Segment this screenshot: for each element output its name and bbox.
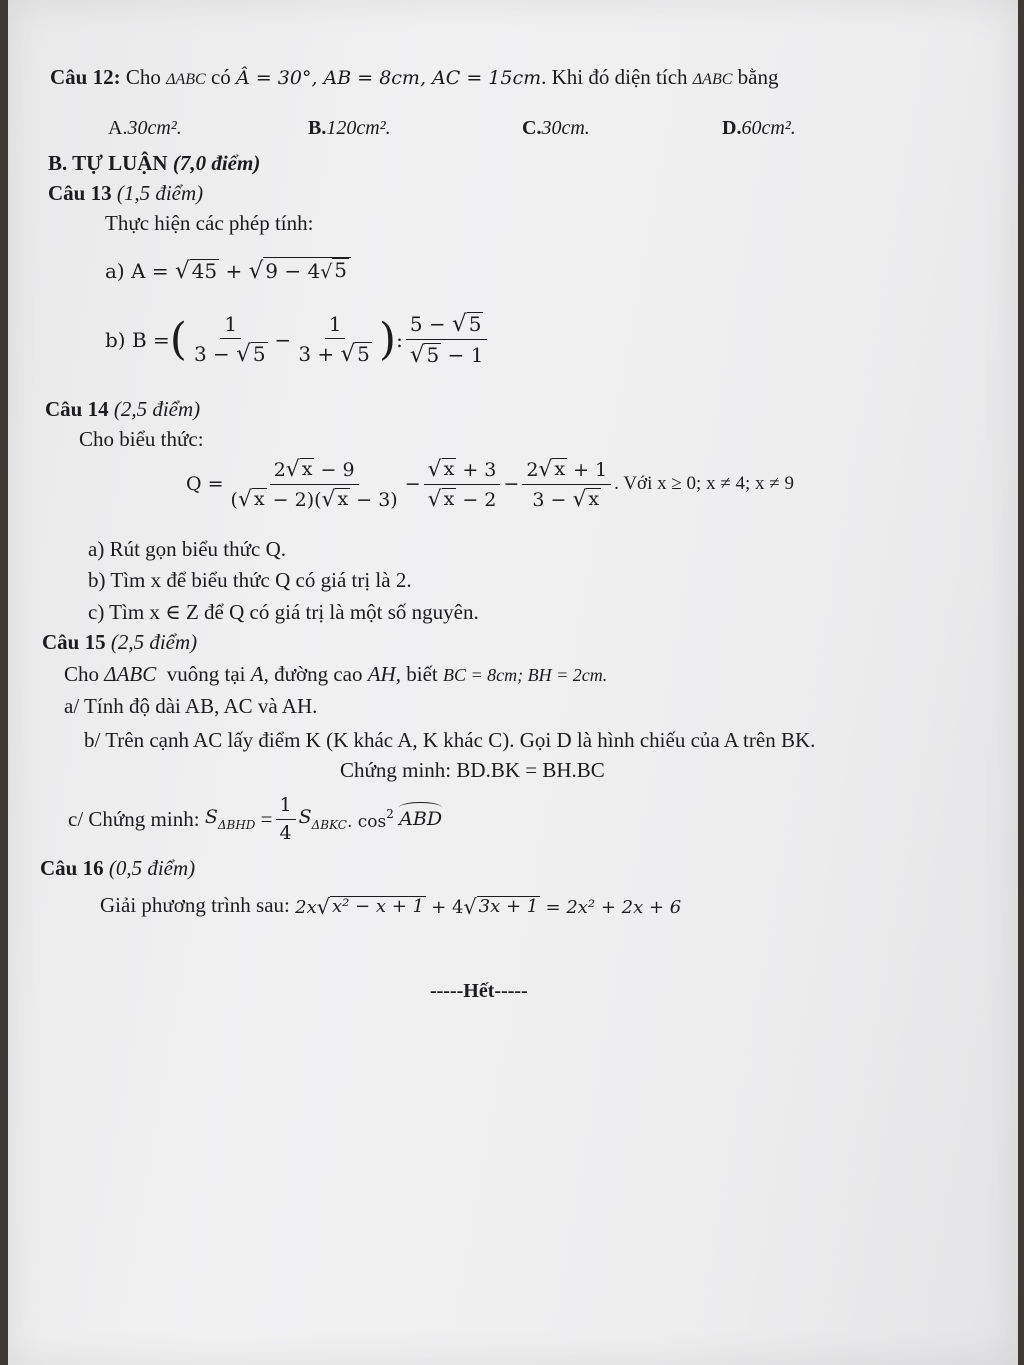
radicand: 5 bbox=[334, 258, 348, 282]
radicand: x bbox=[443, 487, 455, 510]
sqrt-45: √ 45 bbox=[175, 258, 218, 284]
area-symbol: S bbox=[204, 806, 218, 829]
question-14-points: (2,5 điểm) bbox=[113, 397, 201, 421]
denominator: √ 5 − 1 bbox=[409, 342, 484, 368]
q13-a-label: a) A = bbox=[105, 259, 169, 283]
den-text: 3 − bbox=[532, 488, 567, 511]
q12-option-a bbox=[108, 117, 182, 140]
radicand: x² − x + 1 bbox=[331, 896, 424, 918]
num-text: 2 bbox=[273, 459, 286, 481]
colon-sign: : bbox=[396, 327, 403, 352]
question-13-heading bbox=[48, 181, 203, 206]
radicand: 9 − 4 bbox=[265, 259, 321, 283]
q-label: Q = bbox=[186, 473, 224, 496]
minus-sign: − bbox=[404, 473, 421, 496]
fraction-1 bbox=[190, 313, 272, 366]
den-text: − 1 bbox=[447, 343, 484, 367]
q14-item-c: c) Tìm x ∈ Z để Q có giá trị là một số nguyên. bbox=[88, 600, 479, 624]
num-text: + 3 bbox=[462, 459, 497, 481]
radicand: x bbox=[337, 487, 349, 510]
area-subscript: ΔBHD bbox=[217, 818, 256, 833]
minus-sign: − bbox=[503, 473, 520, 496]
text: vuông tại bbox=[166, 662, 246, 686]
text: Cho bbox=[64, 662, 100, 686]
q12-text-end: bằng bbox=[737, 65, 779, 89]
q15-part-b-prove: Chứng minh: BD.BK = BH.BC bbox=[340, 758, 605, 782]
radicand: 5 bbox=[252, 342, 266, 366]
numerator: 1 bbox=[325, 313, 346, 339]
question-15-label: Câu 15 bbox=[42, 630, 106, 654]
q15-part-b: b/ Trên cạnh AC lấy điểm K (K khác A, K khác C). Gọi D là hình chiếu của A trên BK. bbox=[84, 728, 816, 752]
num-text: 2 bbox=[526, 459, 539, 481]
q14-fraction-1 bbox=[227, 458, 402, 511]
minus-sign: − bbox=[274, 327, 292, 352]
denominator: 3 + √ 5 bbox=[298, 341, 370, 367]
fraction-2 bbox=[294, 313, 376, 366]
option-value: 30cm. bbox=[541, 117, 590, 139]
vertex: A, bbox=[250, 662, 269, 686]
den-text: 3 − bbox=[193, 342, 230, 366]
q15-part-a: a/ Tính độ dài AB, AC và AH. bbox=[64, 694, 318, 718]
radicand: x bbox=[443, 458, 455, 480]
question-12-line bbox=[50, 65, 778, 90]
radicand: x bbox=[301, 458, 313, 480]
equals-sign: = bbox=[260, 806, 273, 831]
q12-triangle-2: ΔABC bbox=[692, 71, 733, 88]
numerator: 1 bbox=[276, 795, 296, 820]
area-subscript: ΔBKC bbox=[311, 818, 347, 833]
num-text: − 9 bbox=[320, 459, 355, 481]
cos-exponent: 2 bbox=[386, 806, 394, 821]
question-13-points: (1,5 điểm) bbox=[116, 181, 204, 205]
question-13-label: Câu 13 bbox=[48, 181, 112, 205]
sqrt-9-minus-4sqrt5: √ 9 − 4 √ 5 bbox=[249, 257, 351, 283]
right-paren: ) bbox=[378, 313, 397, 365]
text: biết bbox=[406, 662, 438, 686]
angle-abd: ABD bbox=[399, 808, 443, 831]
question-16-heading bbox=[40, 856, 195, 881]
radicand: 45 bbox=[191, 259, 218, 283]
question-16-points: (0,5 điểm) bbox=[108, 856, 196, 880]
area-symbol: S bbox=[298, 806, 312, 829]
numerator: 1 bbox=[220, 313, 241, 339]
q14-fraction-2 bbox=[424, 458, 501, 511]
numerator: √ x + 3 bbox=[424, 458, 501, 485]
end-marker: -----Hết----- bbox=[430, 980, 528, 1002]
q12-text-co: có bbox=[210, 65, 231, 89]
question-13-intro: Thực hiện các phép tính: bbox=[105, 211, 314, 235]
q13-part-a bbox=[105, 257, 351, 283]
question-12-label: Câu 12: bbox=[50, 65, 121, 89]
q15-line-1 bbox=[64, 662, 607, 687]
radicand: 5 bbox=[426, 343, 440, 367]
num-text: 5 − bbox=[409, 312, 446, 336]
radicand: x bbox=[554, 458, 566, 480]
den-text: 3 + bbox=[298, 342, 335, 366]
fraction-one-quarter bbox=[276, 795, 296, 844]
segment: AH, bbox=[367, 662, 401, 686]
q14-fraction-3 bbox=[522, 458, 611, 511]
radicand: 3x + 1 bbox=[478, 896, 539, 918]
q12-option-d bbox=[722, 117, 796, 140]
section-b-title: B. TỰ LUẬN bbox=[48, 151, 168, 175]
fraction-3 bbox=[406, 312, 488, 367]
radicand: x bbox=[588, 487, 600, 510]
q14-item-b: b) Tìm x để biểu thức Q có giá trị là 2. bbox=[88, 568, 412, 592]
plus-sign: + bbox=[225, 259, 243, 283]
q12-option-b bbox=[308, 117, 391, 140]
q16-equation-line bbox=[100, 893, 681, 918]
q15-part-c bbox=[68, 795, 442, 844]
sqrt-quadratic: √ x² − x + 1 bbox=[316, 895, 424, 920]
cos-text: . cos bbox=[346, 811, 387, 832]
left-paren: ( bbox=[169, 313, 187, 365]
eq-term: = 2x² + 2x + 6 bbox=[545, 897, 682, 918]
denominator: ( √ x − 2)( √ x − 3) bbox=[230, 486, 398, 512]
question-15-heading bbox=[42, 630, 197, 655]
q12-option-c bbox=[522, 117, 590, 140]
den-text: − 2 bbox=[272, 488, 307, 511]
sqrt-linear: √ 3x + 1 bbox=[463, 895, 539, 920]
q12-triangle: ΔABC bbox=[166, 71, 206, 88]
q16-text: Giải phương trình sau: bbox=[100, 893, 290, 917]
section-b-points: (7,0 điểm) bbox=[172, 151, 261, 175]
sqrt-5: √ 5 bbox=[320, 258, 348, 283]
numerator: 5 − √ 5 bbox=[406, 312, 488, 340]
triangle: ΔABC bbox=[104, 662, 157, 686]
q12-given: Â = 30°, AB = 8cm, AC = 15cm bbox=[236, 67, 542, 89]
denominator: 3 − √ 5 bbox=[193, 341, 266, 367]
section-b-heading bbox=[48, 151, 260, 176]
den-text: − 2 bbox=[462, 488, 497, 511]
numerator: 2 √ x − 9 bbox=[270, 458, 359, 485]
radicand: 5 bbox=[468, 312, 482, 336]
question-15-points: (2,5 điểm) bbox=[110, 630, 198, 654]
option-letter: A. bbox=[108, 117, 128, 139]
q13-part-b bbox=[105, 312, 490, 367]
numerator: 2 √ x + 1 bbox=[522, 458, 611, 485]
option-value: 60cm². bbox=[741, 117, 796, 139]
q15-given: BC = 8cm; BH = 2cm. bbox=[442, 665, 608, 685]
q12-text-before: Cho bbox=[125, 65, 161, 89]
option-letter: D. bbox=[722, 117, 742, 139]
eq-term: + 4 bbox=[431, 897, 464, 918]
eq-term: 2x bbox=[295, 897, 317, 918]
radicand: x bbox=[253, 487, 265, 510]
question-14-heading bbox=[45, 397, 200, 422]
num-text: + 1 bbox=[573, 459, 608, 481]
question-14-intro: Cho biểu thức: bbox=[79, 427, 204, 451]
denominator: 4 bbox=[279, 821, 292, 844]
den-text: − 3 bbox=[356, 488, 391, 511]
denominator: √ x − 2 bbox=[427, 486, 497, 512]
q13-b-label: b) B = bbox=[105, 327, 170, 352]
question-14-label: Câu 14 bbox=[45, 397, 109, 421]
denominator: 3 − √ x bbox=[532, 486, 600, 512]
q14-expression bbox=[186, 458, 794, 511]
q12-text-after: . Khi đó diện tích bbox=[541, 65, 688, 89]
question-16-label: Câu 16 bbox=[40, 856, 104, 880]
option-value: 30cm². bbox=[127, 117, 182, 139]
q15-c-label: c/ Chứng minh: bbox=[68, 806, 200, 831]
q14-item-a: a) Rút gọn biểu thức Q. bbox=[88, 537, 287, 561]
text: đường cao bbox=[274, 662, 363, 686]
option-letter: B. bbox=[308, 117, 327, 139]
option-letter: C. bbox=[522, 117, 542, 139]
q14-condition: . Với x ≥ 0; x ≠ 4; x ≠ 9 bbox=[614, 473, 794, 495]
radicand: 5 bbox=[357, 342, 370, 366]
option-value: 120cm². bbox=[326, 117, 391, 139]
